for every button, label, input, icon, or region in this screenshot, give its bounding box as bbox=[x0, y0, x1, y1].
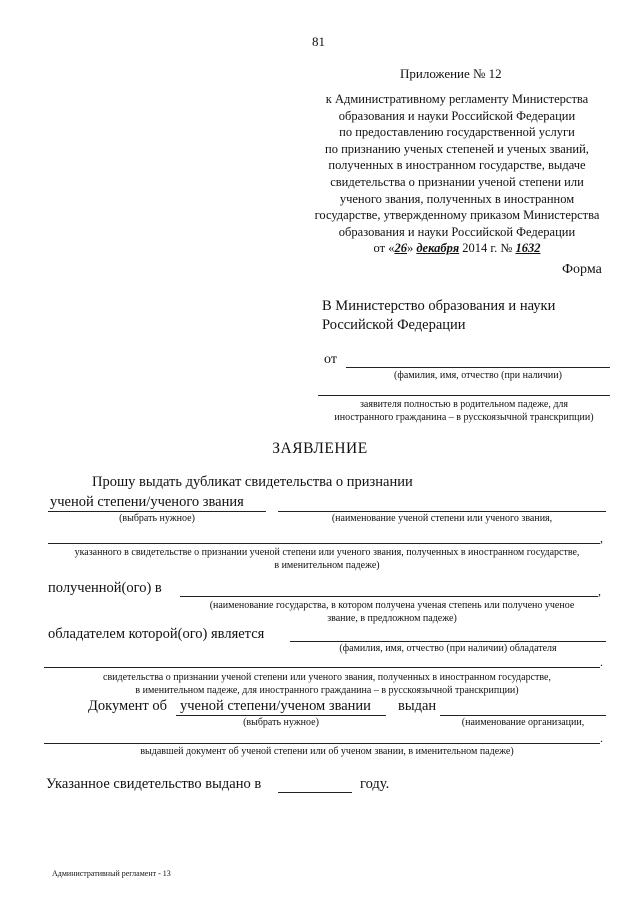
issued-label: выдан bbox=[398, 698, 437, 714]
year-field[interactable] bbox=[278, 792, 352, 793]
from-caption: (фамилия, имя, отчество (при наличии) bbox=[394, 370, 562, 381]
addressee-line: В Министерство образования и науки bbox=[322, 298, 556, 314]
holder-label: обладателем которой(ого) является bbox=[48, 626, 265, 642]
date-year: 2014 г. № bbox=[462, 241, 513, 256]
caption-line: свидетельства о признании ученой степени или ученого звания, полученных в иностранном государстве, bbox=[103, 672, 551, 683]
comma: , bbox=[600, 531, 603, 545]
certificate-issued-label: Указанное свидетельство выдано в bbox=[46, 776, 262, 792]
degree-caption bbox=[40, 546, 614, 572]
from-field[interactable] bbox=[346, 367, 610, 368]
holder-caption-2 bbox=[40, 671, 614, 697]
period: . bbox=[600, 731, 603, 745]
caption-line: звание, в предложном падеже) bbox=[327, 613, 457, 624]
choose-caption: (выбрать нужное) bbox=[119, 513, 195, 524]
appendix-line: по признанию ученых степеней и ученых званий, bbox=[325, 141, 589, 156]
appendix-line: по предоставлению государственной услуги bbox=[339, 125, 575, 140]
degree-name-caption: (наименование ученой степени или ученого звания, bbox=[331, 513, 553, 524]
organization-field[interactable] bbox=[440, 715, 606, 716]
appendix-line: образования и науки Российской Федерации bbox=[338, 224, 576, 239]
received-label: полученной(ого) в bbox=[48, 580, 162, 596]
request-text: Прошу выдать дубликат свидетельства о признании bbox=[92, 474, 413, 490]
caption-line: иностранного гражданина – в русскоязычной транскрипции) bbox=[334, 412, 594, 423]
organization-field-2[interactable] bbox=[44, 743, 600, 744]
applicant-caption bbox=[305, 398, 623, 424]
appendix-line: ученого звания, полученных в иностранном bbox=[339, 191, 575, 206]
appendix-reference bbox=[296, 91, 618, 257]
appendix-line: государстве, утвержденному приказом Министерства bbox=[314, 208, 600, 223]
degree-name-field-2[interactable] bbox=[48, 543, 600, 544]
holder-field[interactable] bbox=[290, 641, 606, 642]
document-label: Документ об bbox=[88, 698, 167, 714]
order-date-line bbox=[296, 240, 618, 257]
country-field[interactable] bbox=[180, 596, 598, 597]
organization-caption: (наименование организации, bbox=[461, 717, 585, 728]
document-choice-line bbox=[176, 715, 386, 716]
date-month: декабря bbox=[416, 241, 460, 256]
appendix-line: свидетельства о признании ученой степени или bbox=[330, 174, 584, 189]
document-choice: ученой степени/ученом звании bbox=[180, 698, 371, 714]
date-sep: » bbox=[406, 241, 414, 256]
from-label: от bbox=[324, 352, 337, 367]
caption-line: (наименование государства, в котором получена ученая степень или получено ученое bbox=[209, 600, 575, 611]
year-label: году. bbox=[360, 776, 390, 792]
caption-line: в именительном падеже) bbox=[274, 560, 380, 571]
addressee-line: Российской Федерации bbox=[322, 317, 466, 333]
page-number: 81 bbox=[312, 34, 325, 49]
holder-field-2[interactable] bbox=[44, 667, 600, 668]
form-label: Форма bbox=[562, 262, 602, 277]
country-caption bbox=[186, 599, 598, 625]
degree-name-field[interactable] bbox=[278, 511, 606, 512]
appendix-line: к Административному регламенту Министерства bbox=[325, 92, 589, 106]
appendix-line: полученных в иностранном государстве, выдаче bbox=[328, 158, 586, 173]
date-prefix: от « bbox=[373, 241, 395, 256]
statement-heading: ЗАЯВЛЕНИЕ bbox=[272, 440, 368, 457]
caption-line: указанного в свидетельстве о признании ученой степени или ученого звания, полученных в иностранном государстве, bbox=[74, 547, 580, 558]
date-day: 26 bbox=[394, 241, 407, 256]
degree-choice-line bbox=[48, 511, 266, 512]
degree-choice: ученой степени/ученого звания bbox=[50, 494, 244, 510]
organization-caption-2: выдавшей документ об ученой степени или об ученом звании, в именительном падеже) bbox=[140, 746, 514, 757]
addressee bbox=[322, 297, 555, 335]
order-number: 1632 bbox=[515, 241, 541, 256]
document-choose-caption: (выбрать нужное) bbox=[243, 717, 319, 728]
footer: Административный регламент - 13 bbox=[52, 869, 171, 878]
caption-line: заявителя полностью в родительном падеже, для bbox=[359, 399, 569, 410]
holder-caption: (фамилия, имя, отчество (при наличии) обладателя bbox=[339, 643, 557, 654]
appendix-title: Приложение № 12 bbox=[400, 66, 502, 81]
period: . bbox=[600, 655, 603, 669]
applicant-field[interactable] bbox=[318, 395, 610, 396]
comma: , bbox=[598, 584, 601, 598]
appendix-line: образования и науки Российской Федерации bbox=[338, 108, 576, 123]
caption-line: в именительном падеже, для иностранного гражданина – в русскоязычной транскрипции) bbox=[135, 685, 519, 696]
